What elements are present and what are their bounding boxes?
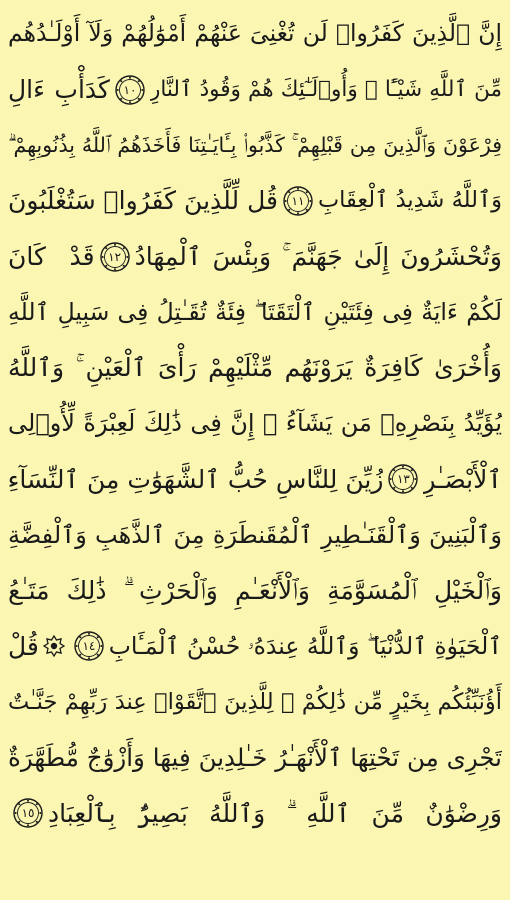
verse-text: وَأُخْرَىٰ كَافِرَةٌ يَرَوْنَهُم مِّثْلَيْهِمْ رَأْىَ ٱلْعَيْنِ ۚ وَٱللَّهُ [8, 353, 502, 383]
verse-line [8, 563, 502, 619]
verse-text: لَكُمْ ءَايَةٌ فِى فِئَتَيْنِ ٱلْتَقَتَا ۖ فِئَةٌ تُقَـٰتِلُ فِى سَبِيلِ ٱللَّهِ [8, 297, 502, 326]
ayah-number: ١١ [291, 193, 305, 208]
verse-text: زُيِّنَ لِلنَّاسِ حُبُّ ٱلشَّهَوَٰتِ مِنَ ٱلنِّسَآءِ [8, 464, 384, 494]
verse-lines [8, 6, 502, 841]
verse-line [8, 730, 502, 786]
verse-text: وَٱلْبَنِينَ وَٱلْقَنَـٰطِيرِ ٱلْمُقَنطَرَةِ مِنَ ٱلذَّهَبِ وَٱلْفِضَّةِ [8, 520, 502, 549]
ayah-number-marker [114, 74, 146, 106]
verse-line [8, 786, 502, 842]
verse-text: وَٱلْخَيْلِ ٱلْمُسَوَّمَةِ وَٱلْأَنْعَـٰمِ وَٱلْحَرْثِ ۗ ذَٰلِكَ مَتَـٰعُ [8, 576, 502, 606]
ayah-number: ١٥ [21, 806, 35, 821]
verse-text: قُلْ [8, 631, 39, 661]
ayah-number-marker [387, 463, 419, 495]
verse-line [8, 6, 502, 62]
ayah-number: ١٠ [123, 82, 137, 97]
verse-line [8, 452, 502, 508]
verse-line [8, 173, 502, 229]
ayah-number: ١٣ [396, 472, 410, 487]
verse-text: وَٱللَّهُ شَدِيدُ ٱلْعِقَابِ [317, 187, 502, 214]
verse-line [8, 507, 502, 563]
verse-text: مِّنَ ٱللَّهِ شَيْـًٔا ۖ وَأُو۟لَـٰٓئِكَ هُمْ وَقُودُ ٱلنَّارِ [149, 77, 502, 103]
ayah-number: ١٤ [82, 639, 96, 654]
verse-line [8, 284, 502, 340]
verse-text: تَجْرِى مِن تَحْتِهَا ٱلْأَنْهَـٰرُ خَـٰلِدِينَ فِيهَا وَأَزْوَٰجٌ مُّطَهَّرَةٌ [8, 743, 502, 773]
verse-line [8, 340, 502, 396]
ayah-number-marker [99, 241, 131, 273]
verse-text: وَرِضْوَٰنٌ مِّنَ ٱللَّهِ ۗ وَٱللَّهُ بَصِيرٌۢ بِٱلْعِبَادِ [48, 798, 502, 828]
verse-text: يُؤَيِّدُ بِنَصْرِهِۦ مَن يَشَآءُ ۗ إِنَّ فِى ذَٰلِكَ لَعِبْرَةً لِّأُو۟لِى [8, 409, 502, 438]
ayah-number: ١٢ [108, 249, 122, 264]
hizb-star-icon [43, 635, 65, 657]
verse-text: ٱلْحَيَوٰةِ ٱلدُّنْيَا ۖ وَٱللَّهُ عِندَهُۥ حُسْنُ ٱلْمَـَٔابِ [108, 631, 502, 660]
verse-text: وَتُحْشَرُونَ إِلَىٰ جَهَنَّمَ ۚ وَبِئْسَ ٱلْمِهَادُ [134, 242, 502, 272]
verse-text: قَدْ كَانَ [8, 242, 95, 272]
verse-text: كَدَأْبِ ءَالِ [8, 75, 110, 105]
verse-line [8, 117, 502, 173]
verse-text: ٱلْأَبْصَـٰرِ [423, 464, 502, 494]
verse-line [8, 674, 502, 730]
verse-line [8, 396, 502, 452]
verse-text: قُل لِّلَّذِينَ كَفَرُوا۟ سَتُغْلَبُونَ [8, 186, 278, 216]
verse-line [8, 229, 502, 285]
verse-text: فِرْعَوْنَ وَٱلَّذِينَ مِن قَبْلِهِمْ ۚ كَذَّبُوا۟ بِـَٔايَـٰتِنَا فَأَخَذَهُمُ ٱللَّهُ بِذُنُوبِهِمْ ۗ [8, 132, 502, 157]
verse-text: إِنَّ ٱلَّذِينَ كَفَرُوا۟ لَن تُغْنِىَ عَنْهُمْ أَمْوَٰلُهُمْ وَلَآ أَوْلَـٰدُهُم [8, 19, 502, 48]
verse-line [8, 62, 502, 118]
verse-text: أَؤُنَبِّئُكُم بِخَيْرٍ مِّن ذَٰلِكُمْ ۚ لِلَّذِينَ ٱتَّقَوْا۟ عِندَ رَبِّهِمْ جَنَّـٰتٌ [8, 688, 502, 715]
ayah-number-marker [73, 630, 105, 662]
hizb-star-shape [43, 635, 65, 657]
ayah-number-marker [12, 797, 44, 829]
ayah-number-marker [282, 185, 314, 217]
verse-line [8, 619, 502, 675]
